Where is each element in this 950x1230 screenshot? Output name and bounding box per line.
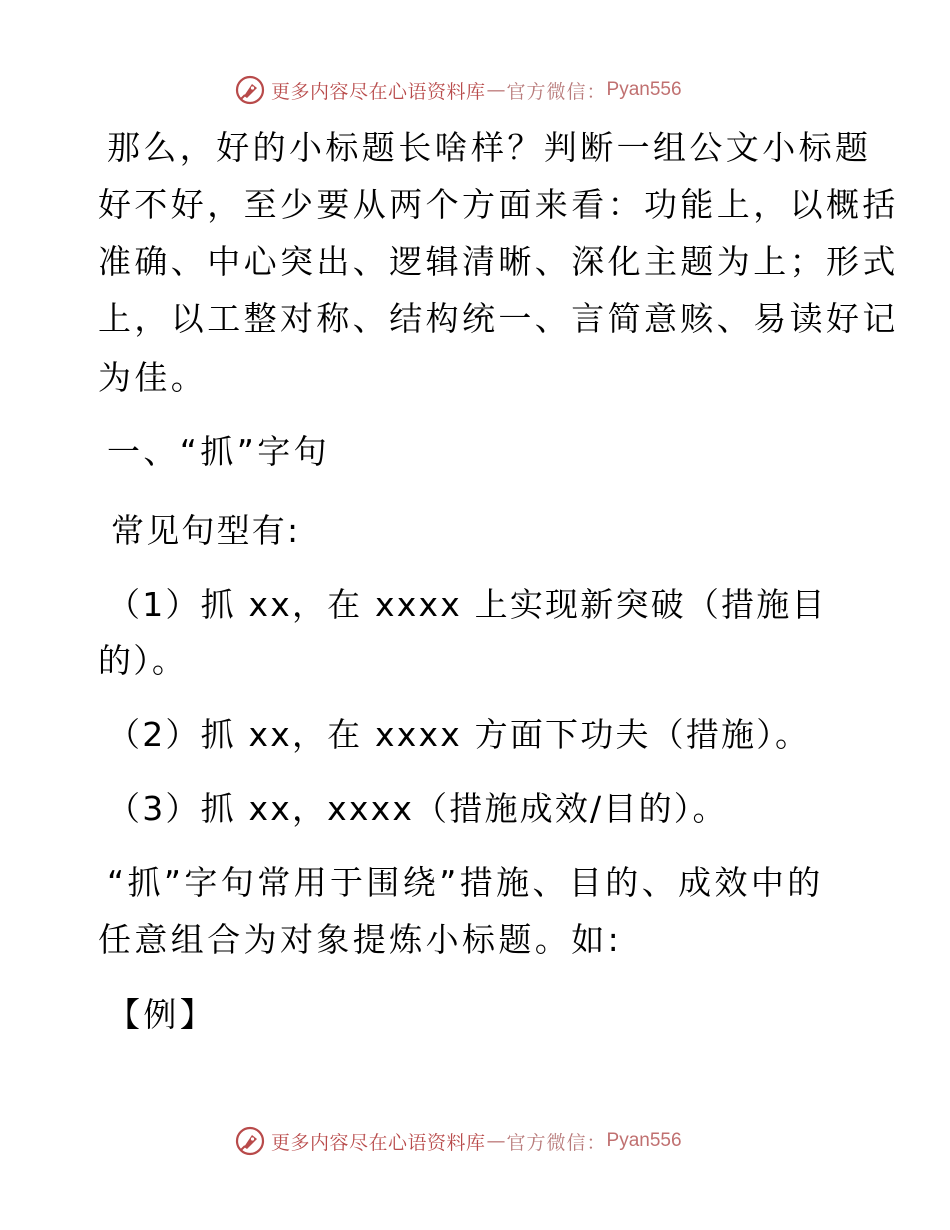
watermark-wechat-id: Pyan556 [606, 79, 682, 100]
paragraph-2-line-2: 任意组合为对象提炼小标题。如: [98, 920, 623, 959]
pattern-item-2: （2）抓 xx，在 xxxx 方面下功夫（措施）。 [107, 715, 811, 754]
watermark-dash: — [486, 79, 506, 101]
header-watermark [235, 72, 715, 108]
watermark-main-text: 更多内容尽在心语资料库 [271, 80, 486, 103]
watermark-wechat-label: 官方微信： [506, 1131, 607, 1154]
paragraph-1-line-2: 好不好，至少要从两个方面来看：功能上，以概括 [98, 185, 899, 224]
example-label: 【例】 [107, 995, 217, 1034]
pattern-item-1-line-2: 的）。 [98, 641, 188, 680]
paragraph-1-line-1: 那么，好的小标题长啥样？判断一组公文小标题 [107, 128, 872, 167]
sentence-pattern-intro: 常见句型有: [111, 511, 301, 550]
pattern-item-3: （3）抓 xx，xxxx（措施成效/目的）。 [107, 789, 728, 828]
section-heading: 一、“抓”字句 [107, 432, 330, 471]
pattern-item-1-line-1: （1）抓 xx，在 xxxx 上实现新突破（措施目 [107, 585, 827, 624]
paragraph-1-line-4: 上，以工整对称、结构统一、言简意赅、易读好记 [98, 299, 899, 338]
pen-nib-logo-icon [235, 1126, 265, 1156]
watermark-main-text: 更多内容尽在心语资料库 [271, 1131, 486, 1154]
paragraph-1-line-5: 为佳。 [98, 358, 208, 397]
watermark-wechat-id: Pyan556 [606, 1130, 682, 1151]
pen-nib-logo-icon [235, 75, 265, 105]
paragraph-2-line-1: “抓”字句常用于围绕”措施、目的、成效中的 [107, 863, 824, 902]
watermark-dash: — [486, 1130, 506, 1152]
paragraph-1-line-3: 准确、中心突出、逻辑清晰、深化主题为上；形式 [98, 242, 899, 281]
footer-watermark [235, 1123, 715, 1159]
watermark-wechat-label: 官方微信： [506, 80, 607, 103]
